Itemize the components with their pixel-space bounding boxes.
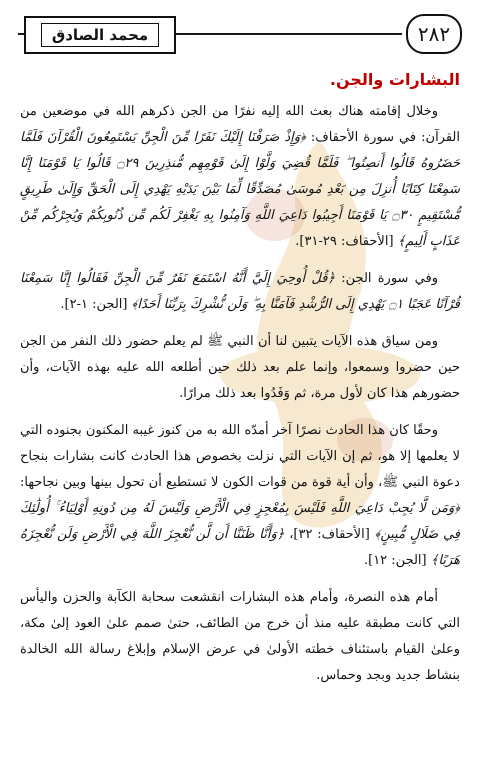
quran-verse: ﴿قُلْ أُوحِيَ إِلَيَّ أَنَّهُ اسْتَمَعَ نَفَرٌ مِّنَ الْجِنِّ فَقَالُوا إِنَّا سَمِعْنَا قُرْآنًا عَجَبًا ۝١ يَهْدِي إِلَى الرُّشْدِ فَآمَنَّا بِهِ ۖ وَلَن نُّشْرِكَ بِرَبِّنَا أَحَدًا﴾ <box>20 271 460 312</box>
paragraph-1 <box>20 99 460 255</box>
running-title: محمد الصادق <box>41 23 159 47</box>
page-header <box>14 14 466 54</box>
page-body <box>20 70 460 700</box>
quran-verse: ﴿وَإِذْ صَرَفْنَا إِلَيْكَ نَفَرًا مِّنَ الْجِنِّ يَسْتَمِعُونَ الْقُرْآنَ فَلَمَّا حَضَرُوهُ قَالُوا أَنصِتُوا ۖ فَلَمَّا قُضِيَ وَلَّوْا إِلَىٰ قَوْمِهِم مُّنذِرِينَ ۝٢٩ قَالُوا يَا قَوْمَنَا إِنَّا سَمِعْنَا كِتَابًا أُنزِلَ مِن بَعْدِ مُوسَىٰ مُصَدِّقًا لِّمَا بَيْنَ يَدَيْهِ يَهْدِي إِلَى الْحَقِّ وَإِلَىٰ طَرِيقٍ مُّسْتَقِيمٍ ۝٣٠ يَا قَوْمَنَا أَجِيبُوا دَاعِيَ اللَّهِ وَآمِنُوا بِهِ يَغْفِرْ لَكُم مِّن ذُنُوبِكُمْ وَيُجِرْكُم مِّنْ عَذَابٍ أَلِيمٍ﴾ <box>20 130 461 249</box>
paragraph-text: وفي سورة الجن: <box>335 271 438 286</box>
paragraph-3 <box>20 329 460 407</box>
paragraph-text: ومن سياق هذه الآيات يتبين لنا أن النبي ﷺ لم يعلم حضور ذلك النفر من الجن حين حضروا وسمعوا، وإنما علم بعد ذلك حين أطلعه الله عليه بهذه الآيات، وأن حضورهم هذا كان لأول مرة، ثم وَفَدُوا بعد ذلك مرارًا. <box>20 334 460 401</box>
paragraph-4 <box>20 418 460 574</box>
quran-verse: ﴿وَمَن لَّا يُجِبْ دَاعِيَ اللَّهِ فَلَيْسَ بِمُعْجِزٍ فِي الْأَرْضِ وَلَيْسَ لَهُ مِن دُونِهِ أَوْلِيَاءُ ۚ أُولَٰئِكَ فِي ضَلَالٍ مُّبِينٍ﴾ <box>20 501 460 542</box>
quran-verse: ﴿وَأَنَّا ظَنَنَّا أَن لَّن نُّعْجِزَ اللَّهَ فِي الْأَرْضِ وَلَن نُّعْجِزَهُ هَرَبًا﴾ <box>20 527 460 568</box>
page-number: ٢٨٢ <box>417 22 451 46</box>
verse-reference: [الجن: ١-٢]. <box>60 297 128 312</box>
running-title-frame <box>24 16 176 54</box>
paragraph-text: وخلال إقامته هناك بعث الله إليه نفرًا من الجن ذكرهم الله في موضعين من القرآن: في سورة الأحقاف: <box>20 104 460 145</box>
verse-reference: [الجن: ١٢]. <box>363 553 427 568</box>
section-heading: البشارات والجن. <box>329 70 460 89</box>
paragraph-text: أمام هذه النصرة، وأمام هذه البشارات انقشعت سحابة الكآبة والحزن واليأس التي كانت مطبقة عليه منذ أن خرج من الطائف، حتىٰ صمم علىٰ العود إلىٰ مكة، وعلىٰ القيام باستئناف خطته الأولىٰ في عرض الإسلام وإبلاغ رسالة الله الخالدة بنشاط جديد وبجد وحماس. <box>20 590 460 683</box>
verse-reference: [الأحقاف: ٣٢]، <box>284 527 370 542</box>
paragraph-5 <box>20 585 460 689</box>
paragraph-text: وحقًا كان هذا الحادث نصرًا آخر أمدّه الله به من كنوز غيبه المكنون بجنوده التي لا يعلمها إلا هو، ثم إن الآيات التي نزلت بخصوص هذا الحادث كانت بشارات بنجاح دعوة النبي ﷺ، وأن أية قوة من قوات الكون لا تستطيع أن تحول بينها وبين نجاحها: <box>20 423 460 490</box>
page-number-badge <box>406 14 462 54</box>
paragraph-2 <box>20 266 460 318</box>
verse-reference: [الأحقاف: ٢٩-٣١]. <box>295 234 394 249</box>
